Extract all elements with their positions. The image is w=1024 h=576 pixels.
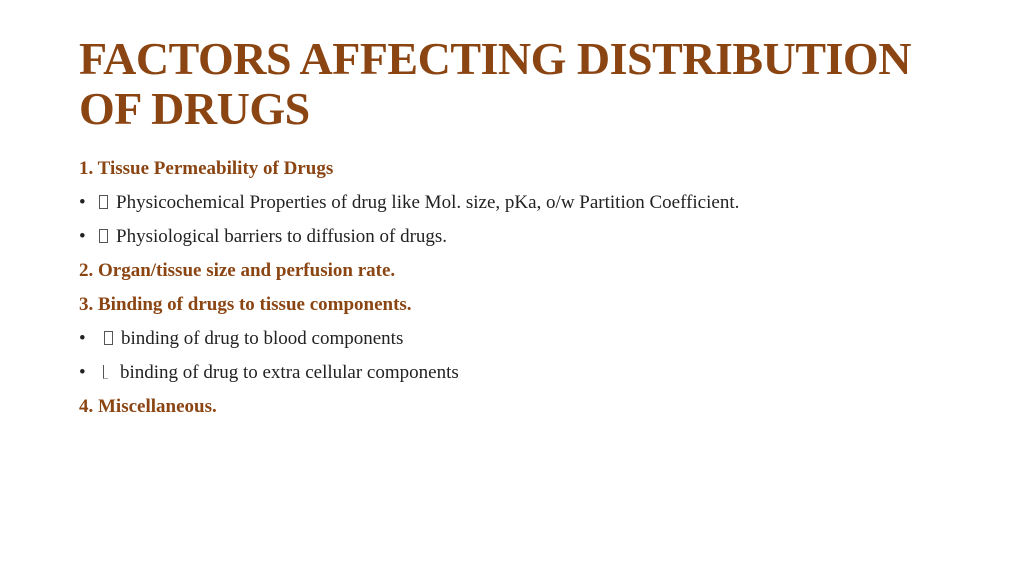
bullet-text: binding of drug to extra cellular components bbox=[120, 362, 459, 383]
bullet-marker: • bbox=[79, 226, 86, 247]
title-line-2: OF DRUGS bbox=[79, 83, 310, 134]
heading-tissue-permeability bbox=[79, 155, 979, 189]
bullet-blood-components bbox=[79, 325, 979, 359]
bullet-text: Physicochemical Properties of drug like Mol. size, pKa, o/w Partition Coefficient. bbox=[116, 192, 740, 213]
slide-content bbox=[79, 155, 979, 427]
bullet-marker: • bbox=[79, 192, 86, 213]
title-line-1: FACTORS AFFECTING DISTRIBUTION bbox=[79, 33, 911, 84]
bullet-physiological-barriers bbox=[79, 223, 979, 257]
bullet-marker: • bbox=[79, 362, 86, 383]
bullet-physicochemical bbox=[79, 189, 979, 223]
missing-glyph-icon bbox=[99, 229, 108, 243]
heading-text: 3. Binding of drugs to tissue components. bbox=[79, 294, 412, 315]
heading-text: 1. Tissue Permeability of Drugs bbox=[79, 158, 334, 179]
bullet-marker: • bbox=[79, 328, 86, 349]
heading-text: 2. Organ/tissue size and perfusion rate. bbox=[79, 260, 396, 281]
bullet-text: binding of drug to blood components bbox=[121, 328, 404, 349]
missing-glyph-icon bbox=[104, 331, 113, 345]
heading-text: 4. Miscellaneous. bbox=[79, 396, 217, 417]
heading-binding bbox=[79, 291, 979, 325]
bullet-extracellular-components bbox=[79, 359, 979, 393]
slide-title bbox=[79, 34, 979, 134]
heading-miscellaneous bbox=[79, 393, 979, 427]
bullet-text: Physiological barriers to diffusion of drugs. bbox=[116, 226, 448, 247]
missing-glyph-icon bbox=[99, 195, 108, 209]
missing-glyph-icon bbox=[103, 365, 108, 379]
heading-organ-size bbox=[79, 257, 979, 291]
